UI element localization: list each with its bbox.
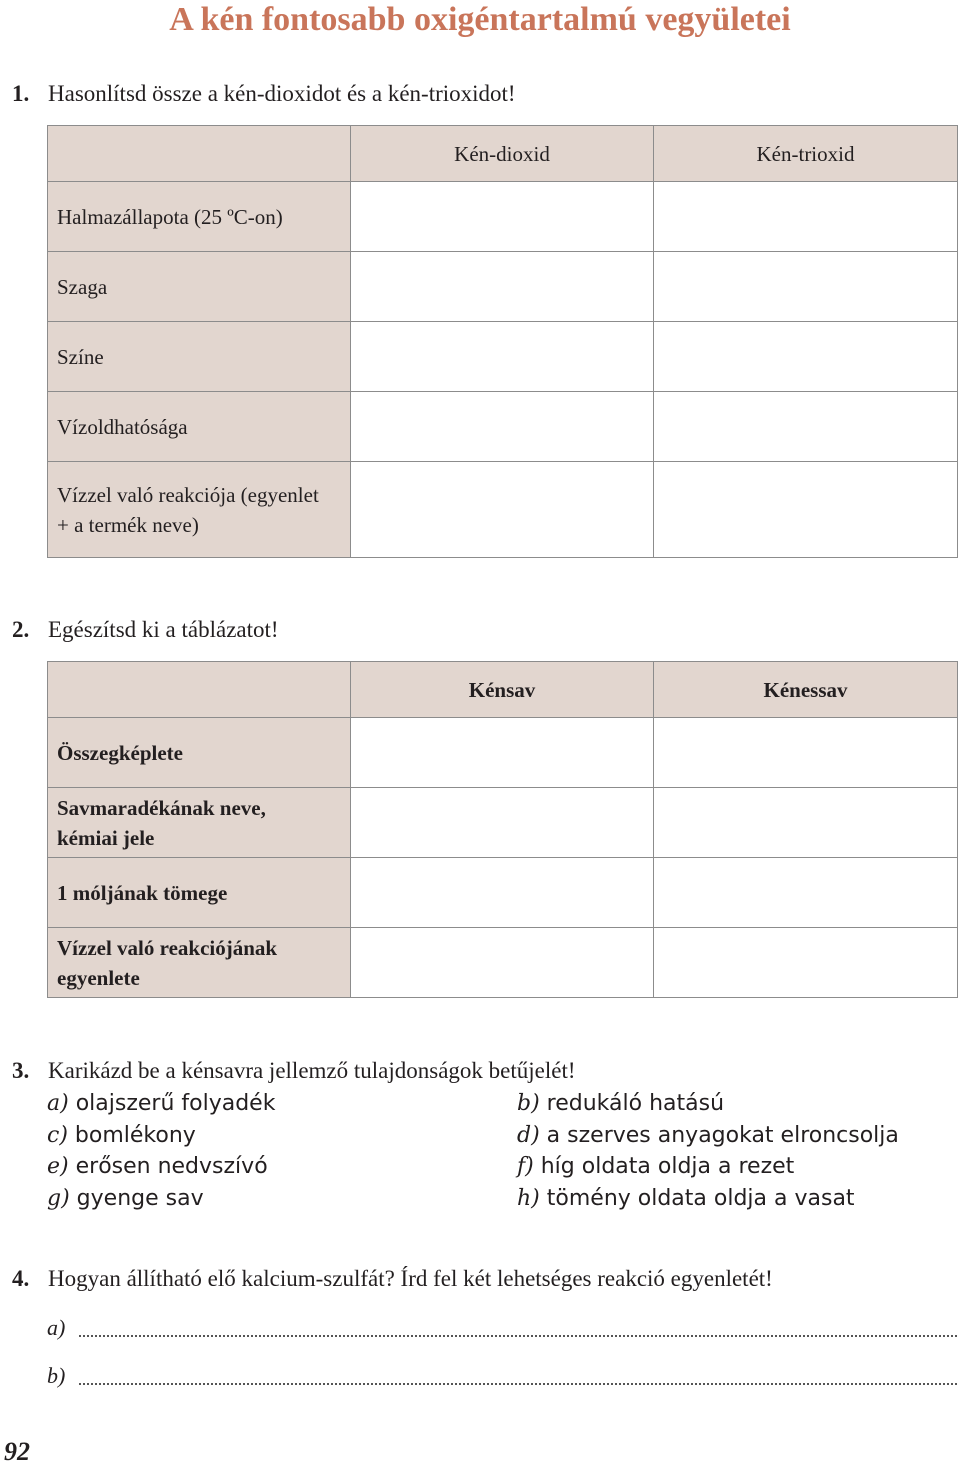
answer-cell[interactable] [654, 392, 958, 462]
option-b[interactable] [517, 1088, 724, 1120]
answer-cell[interactable] [654, 788, 958, 858]
answer-cell[interactable] [351, 392, 654, 462]
comparison-table-oxides [47, 125, 958, 558]
option-text: gyenge sav [76, 1185, 204, 1211]
option-letter: e) [47, 1154, 69, 1179]
option-e[interactable] [47, 1151, 268, 1183]
option-text: olajszerű folyadék [75, 1091, 276, 1116]
answer-letter: a) [47, 1315, 66, 1340]
task-2-instruction [12, 616, 279, 644]
option-d[interactable] [517, 1120, 899, 1152]
row-label: Színe [48, 322, 351, 392]
answer-cell[interactable] [351, 718, 654, 788]
answer-cell[interactable] [654, 718, 958, 788]
task-3-instruction [12, 1057, 576, 1085]
dotted-line [79, 1383, 957, 1385]
option-letter: h) [517, 1185, 540, 1211]
option-a[interactable] [47, 1088, 275, 1120]
answer-cell[interactable] [654, 928, 958, 998]
answer-cell[interactable] [351, 928, 654, 998]
task-number: 1. [12, 81, 30, 106]
answer-cell[interactable] [351, 788, 654, 858]
option-text: a szerves anyagokat elroncsolja [546, 1122, 899, 1148]
comparison-table-acids [47, 661, 958, 998]
row-label: Savmaradékának neve, kémiai jele [48, 788, 351, 858]
answer-cell[interactable] [654, 462, 958, 558]
answer-cell[interactable] [654, 252, 958, 322]
answer-cell[interactable] [351, 252, 654, 322]
column-header-kensav: Kénsav [351, 662, 654, 718]
column-header-ken-trioxid: Kén-trioxid [654, 126, 958, 182]
task-number: 4. [12, 1266, 30, 1291]
option-letter: a) [47, 1091, 69, 1116]
row-label: Szaga [48, 252, 351, 322]
table-corner-cell [48, 662, 351, 718]
option-text: bomlékony [74, 1122, 196, 1148]
options-list [47, 1088, 957, 1218]
option-letter: g) [47, 1185, 70, 1211]
answer-cell[interactable] [351, 462, 654, 558]
option-g[interactable] [47, 1183, 204, 1215]
task-text: Egészítsd ki a táblázatot! [48, 617, 279, 642]
page-number: 92 [4, 1437, 30, 1466]
page-title: A kén fontosabb oxigéntartalmú vegyületei [169, 1, 791, 38]
task-1-instruction [12, 80, 516, 108]
option-text: híg oldata oldja a rezet [540, 1154, 795, 1179]
answer-letter: b) [47, 1363, 66, 1388]
answer-line-a[interactable] [47, 1315, 957, 1345]
task-text: Karikázd be a kénsavra jellemző tulajdonságok betűjelét! [48, 1058, 576, 1083]
option-c[interactable] [47, 1120, 196, 1152]
answer-cell[interactable] [654, 858, 958, 928]
row-label: 1 móljának tömege [48, 858, 351, 928]
row-label: Vízoldhatósága [48, 392, 351, 462]
column-header-ken-dioxid: Kén-dioxid [351, 126, 654, 182]
option-text: redukáló hatású [546, 1091, 725, 1116]
option-letter: f) [517, 1154, 534, 1179]
row-label: Vízzel való reakciója (egyenlet + a termék neve) [48, 462, 351, 558]
row-label: Vízzel való reakciójának egyenlete [48, 928, 351, 998]
row-label: Halmazállapota (25 ºC-on) [48, 182, 351, 252]
option-letter: c) [47, 1122, 68, 1148]
task-number: 2. [12, 617, 30, 642]
answer-cell[interactable] [351, 322, 654, 392]
task-4-instruction [12, 1265, 773, 1293]
table-corner-cell [48, 126, 351, 182]
row-label: Összegképlete [48, 718, 351, 788]
answer-cell[interactable] [654, 322, 958, 392]
answer-cell[interactable] [351, 182, 654, 252]
answer-line-b[interactable] [47, 1363, 957, 1393]
task-text: Hasonlítsd össze a kén-dioxidot és a kén-trioxidot! [48, 81, 516, 106]
option-letter: b) [517, 1091, 540, 1116]
answer-cell[interactable] [654, 182, 958, 252]
dotted-line [79, 1335, 957, 1337]
option-text: tömény oldata oldja a vasat [546, 1185, 855, 1211]
option-letter: d) [517, 1122, 540, 1148]
task-text: Hogyan állítható elő kalcium-szulfát? Írd fel két lehetséges reakció egyenletét! [48, 1266, 773, 1291]
option-h[interactable] [517, 1183, 855, 1215]
task-number: 3. [12, 1058, 30, 1083]
option-f[interactable] [517, 1151, 794, 1183]
column-header-kenessav: Kénessav [654, 662, 958, 718]
option-text: erősen nedvszívó [75, 1154, 268, 1179]
answer-cell[interactable] [351, 858, 654, 928]
